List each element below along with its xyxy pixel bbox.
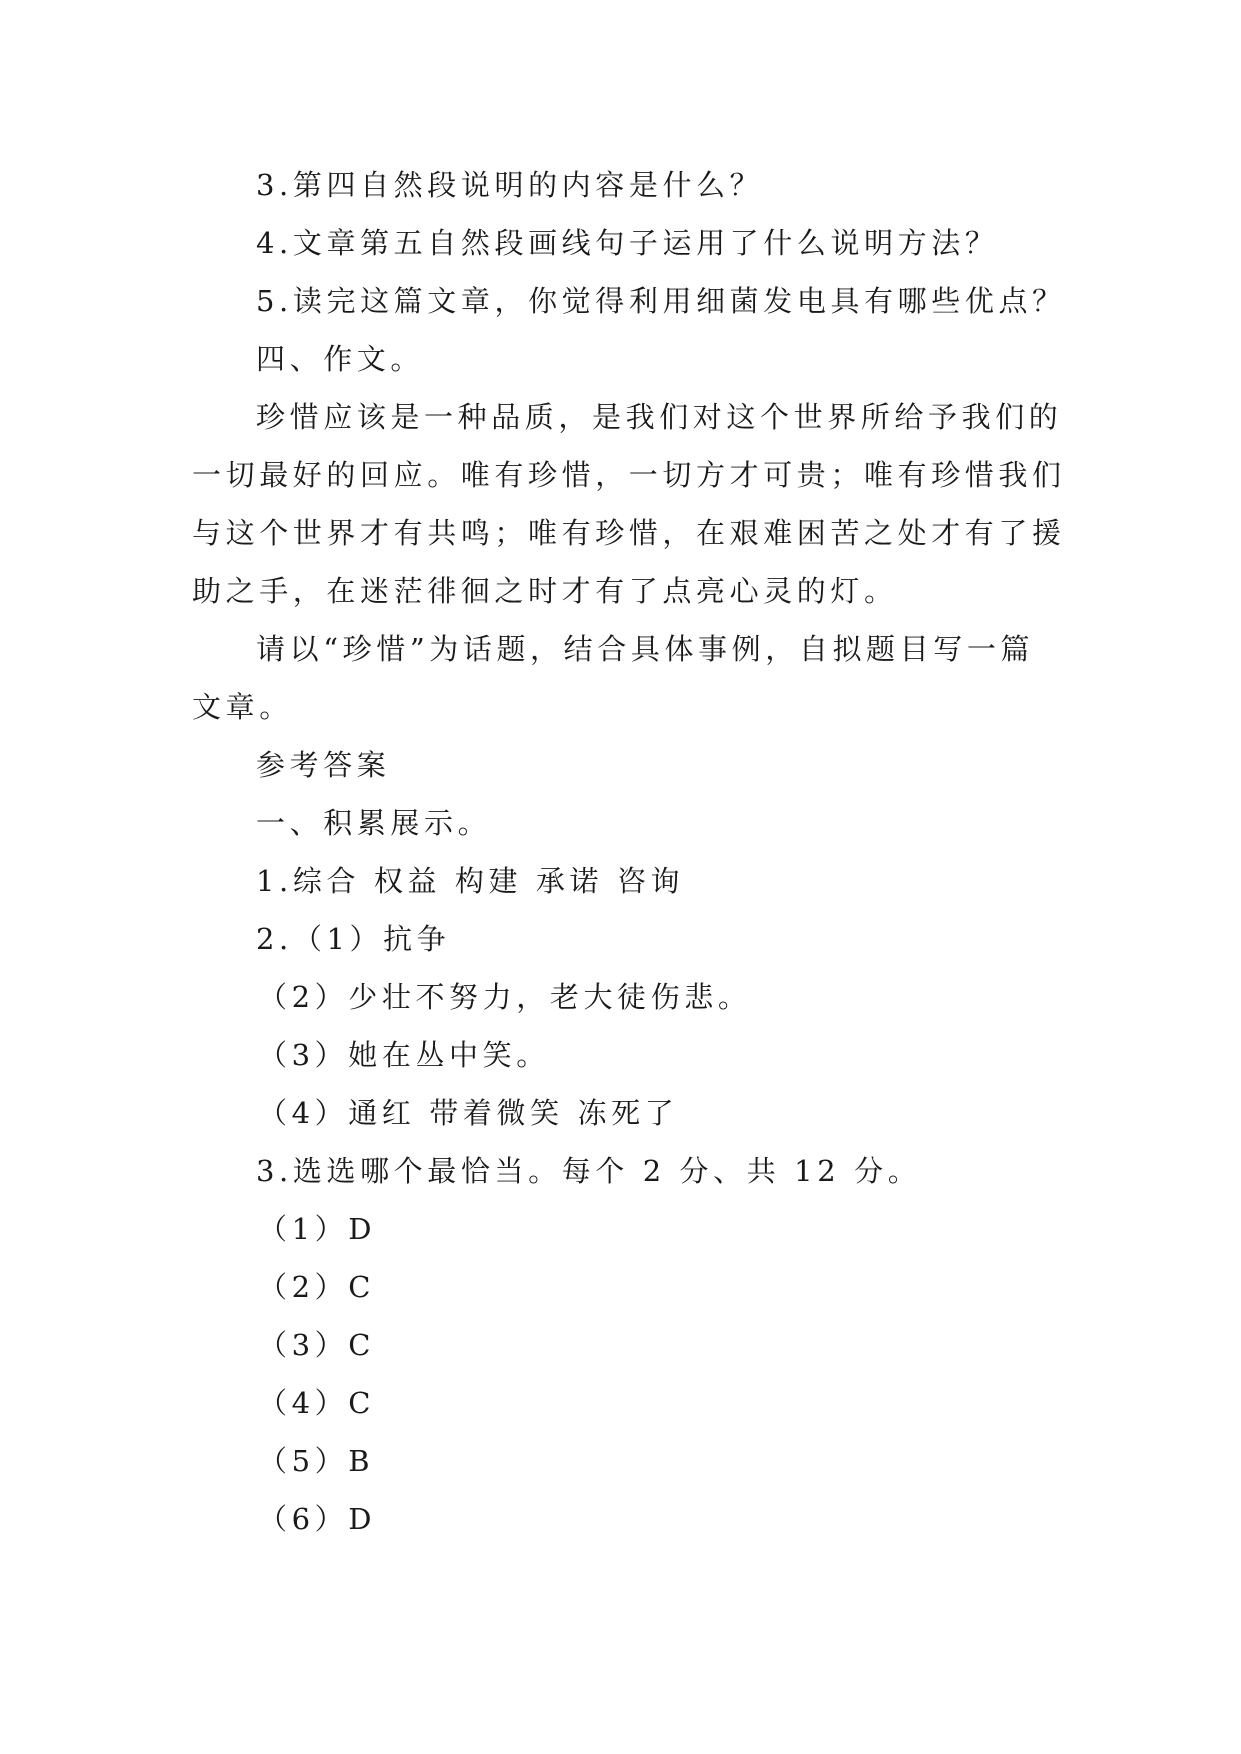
composition-instruction-line-2: 文章。 [192, 690, 293, 724]
answer-2-2: （2）少壮不努力，老大徒伤悲。 [258, 980, 752, 1014]
answer-3-2: （2）C [258, 1270, 376, 1304]
question-5: 5.读完这篇文章，你觉得利用细菌发电具有哪些优点？ [256, 284, 1066, 318]
answer-3-4: （4）C [258, 1386, 376, 1420]
question-3: 3.第四自然段说明的内容是什么？ [256, 168, 764, 202]
answer-3-6: （6）D [258, 1502, 377, 1536]
answer-3-1: （1）D [258, 1212, 377, 1246]
answer-3-heading: 3.选选哪个最恰当。每个 2 分、共 12 分。 [256, 1154, 922, 1188]
answer-1: 1.综合 权益 构建 承诺 咨询 [256, 864, 685, 898]
answer-section-1-heading: 一、积累展示。 [256, 806, 492, 840]
answer-2-3: （3）她在丛中笑。 [258, 1038, 550, 1072]
composition-prompt-line-3: 与这个世界才有共鸣；唯有珍惜，在艰难困苦之处才有了援 [192, 516, 1066, 550]
composition-prompt-line-4: 助之手，在迷茫徘徊之时才有了点亮心灵的灯。 [192, 574, 898, 608]
composition-prompt-line-1: 珍惜应该是一种品质，是我们对这个世界所给予我们的 [256, 400, 1063, 434]
composition-instruction-line-1: 请以“珍惜”为话题，结合具体事例，自拟题目写一篇 [256, 632, 1035, 666]
answer-3-3: （3）C [258, 1328, 376, 1362]
composition-prompt-line-2: 一切最好的回应。唯有珍惜，一切方才可贵；唯有珍惜我们 [192, 458, 1066, 492]
answer-2-1: 2.（1）抗争 [256, 922, 451, 956]
question-4: 4.文章第五自然段画线句子运用了什么说明方法？ [256, 226, 999, 260]
answer-2-4: （4）通红 带着微笑 冻死了 [258, 1096, 679, 1130]
answer-key-heading: 参考答案 [256, 748, 391, 782]
answer-3-5: （5）B [258, 1444, 375, 1478]
section-heading-composition: 四、作文。 [256, 342, 425, 376]
